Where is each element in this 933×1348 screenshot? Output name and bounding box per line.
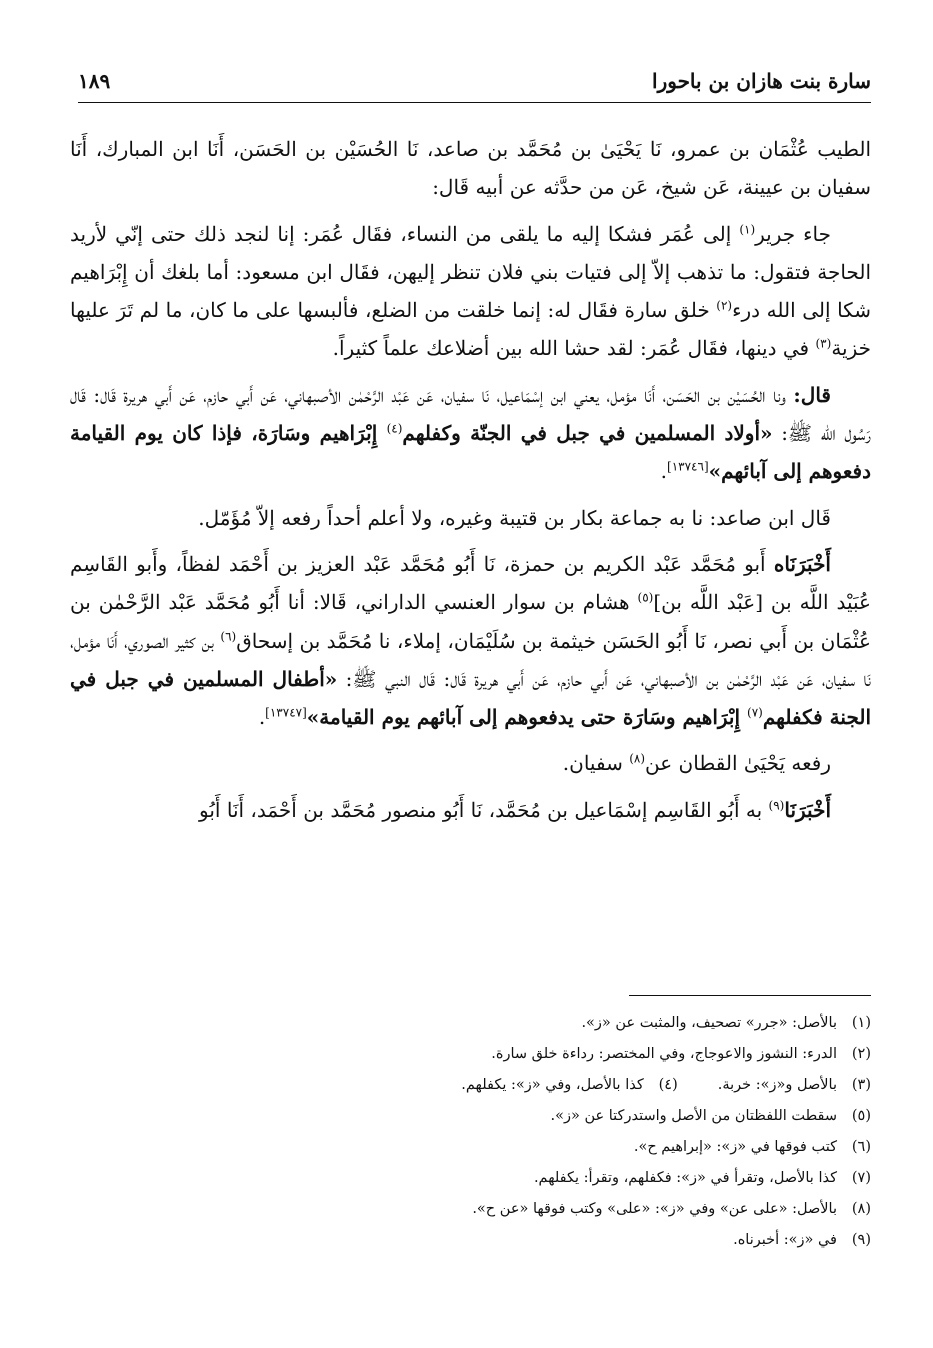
page-number: ١٨٩ [78, 69, 111, 93]
paragraph: قال: ونا الحُسَيْن بن الحَسَن، أَنَا مؤمل، يعني ابن إسْمَاعيل، نَا سفيان، عَن عَبْد الرَّحْمٰن الأصبهاني، عَن أَبي حازم، عَن أَبي هريرة قَال: قَال رَسُول الله ﷺ: «أولاد المسلمين في جبل في الجنّة وكفلهم$^{(٤)}$ إِبْرَاهيم وسَارَة، فإذا كان يوم القيامة دفعوهم إلى آبائهم»[١٣٧٤٦]. [70, 382, 871, 484]
footnote-marker: (٢) [716, 298, 733, 313]
running-title: سارة بنت هازان بن باحورا [652, 69, 871, 93]
footnote-marker: (٦) [220, 628, 237, 643]
footnote: (٨) بالأصل: «على عن» وفي «ز»: «على» وكتب فوقها «عن ح». [472, 1201, 871, 1217]
footnote-marker: (٥) [637, 590, 654, 605]
footnote: (٩) في «ز»: أخبرناه. [733, 1232, 871, 1248]
footnote-marker: (١) [739, 221, 756, 236]
footnote: (٥) سقطت اللفظتان من الأصل واستدركتا عن «ز». [550, 1108, 871, 1124]
paragraph: الطيب عُثْمَان بن عمرو، نَا يَحْيَىٰ بن مُحَمَّد بن صاعد، نَا الحُسَيْن بن الحَسَن، أَنَا ابن المبارك، أَنَا سفيان بن عيينة، عَن شيخ، عَن من حدَّثه عن أبيه قَال: [70, 137, 871, 200]
paragraph: أَخْبَرَنَا$^{(٩)}$ به أَبُو القَاسِم إسْمَاعيل بن مُحَمَّد، نَا أَبُو منصور مُحَمَّد بن أَحْمَد، أَنَا أَبُو [199, 797, 831, 822]
footnote: (٦) كتب فوقها في «ز»: «إبراهيم ح». [633, 1139, 871, 1155]
hadith-number: [١٣٧٤٦] [667, 459, 709, 474]
hadith-number: [١٣٧٤٧] [265, 705, 307, 720]
paragraph: رفعه يَحْيَىٰ القطان عن$^{(٨)}$ سفيان. [562, 751, 831, 776]
paragraph: أَخْبَرَنَاه أَبو مُحَمَّد عَبْد الكريم بن حمزة، نَا أَبُو مُحَمَّد عَبْد العزيز بن أَحْمَد لفظاً، وأَبو القَاسِم عُبَيْد اللَّه بن [عَبْد اللَّه بن]$^{(٥)}$ هشام بن سوار العنسي الداراني، قَالا: أنا أَبُو مُحَمَّد عَبْد الرَّحْمٰن بن عُثْمَان بن أَبي نصر، نَا أَبُو الحَسَن خيثمة بن سُلَيْمَان، إملاء، نا مُحَمَّد بن إسحاق$^{(٦)}$ بن كثير الصوري، أَنَا مؤمل، نَا سفيان، عَن عَبْد الرَّحْمٰن بن الأصبهاني، عَن أَبي حازم، عَن أَبي هريرة قَال: قَال النبي ﷺ: «أطفال المسلمين في جبل في الجنة فكفلهم$^{(٧)}$ إِبْرَاهيم وسَارَة حتى يدفعوهم إلى آبائهم يوم القيامة»[١٣٧٤٧]. [70, 551, 872, 730]
footnote: (٣) بالأصل و«ز»: خربة. (٤) كذا بالأصل، وفي «ز»: يكفلهم. [461, 1077, 871, 1093]
paragraph: جاء جرير$^{(١)}$ إلى عُمَر فشكا إليه ما يلقى من النساء، فقَال عُمَر: إنا لنجد ذلك حتى إنّي لأريد الحاجة فتقول: ما تذهب إلاّ إلى فتيات بني فلان تنظر إليهن، فقَال ابن مسعود: أما بلغك أن إِبْرَاهيم شكا إلى الله درء$^{(٢)}$ خلق سارة فقَال له: إنما خلقت من الضلع، فألبسها على ما كان، ما لم تَرَ عليها خزية$^{(٣)}$ في دينها، فقَال عُمَر: لقد حشا الله بين أضلاعك علماً كثيراً. [70, 221, 871, 361]
page-header [78, 66, 871, 96]
footnote-marker: (٤) [386, 421, 403, 436]
footnote: (٧) كذا بالأصل، وتقرأ في «ز»: فكفلهم، وتقرأ: يكفلهم. [533, 1170, 871, 1186]
footnote-marker: (٩) [768, 798, 785, 813]
main-text [70, 130, 871, 837]
header-rule [78, 102, 871, 103]
footnote-marker: (٣) [815, 336, 832, 351]
footnote: (٢) الدرء: النشوز والاعوجاج، وفي المختصر: رداءة خلق سارة. [491, 1046, 871, 1062]
footnotes [78, 1008, 871, 1256]
footnote-rule [629, 995, 871, 996]
footnote-marker: (٨) [629, 751, 646, 766]
footnote: (١) بالأصل: «جرر» تصحيف، والمثبت عن «ز». [581, 1015, 871, 1031]
paragraph: قَال ابن صاعد: نا به جماعة بكار بن قتيبة وغيره، ولا أعلم أحداً رفعه إلاّ مُؤَمّل. [198, 505, 831, 530]
footnote-marker: (٧) [747, 705, 763, 720]
